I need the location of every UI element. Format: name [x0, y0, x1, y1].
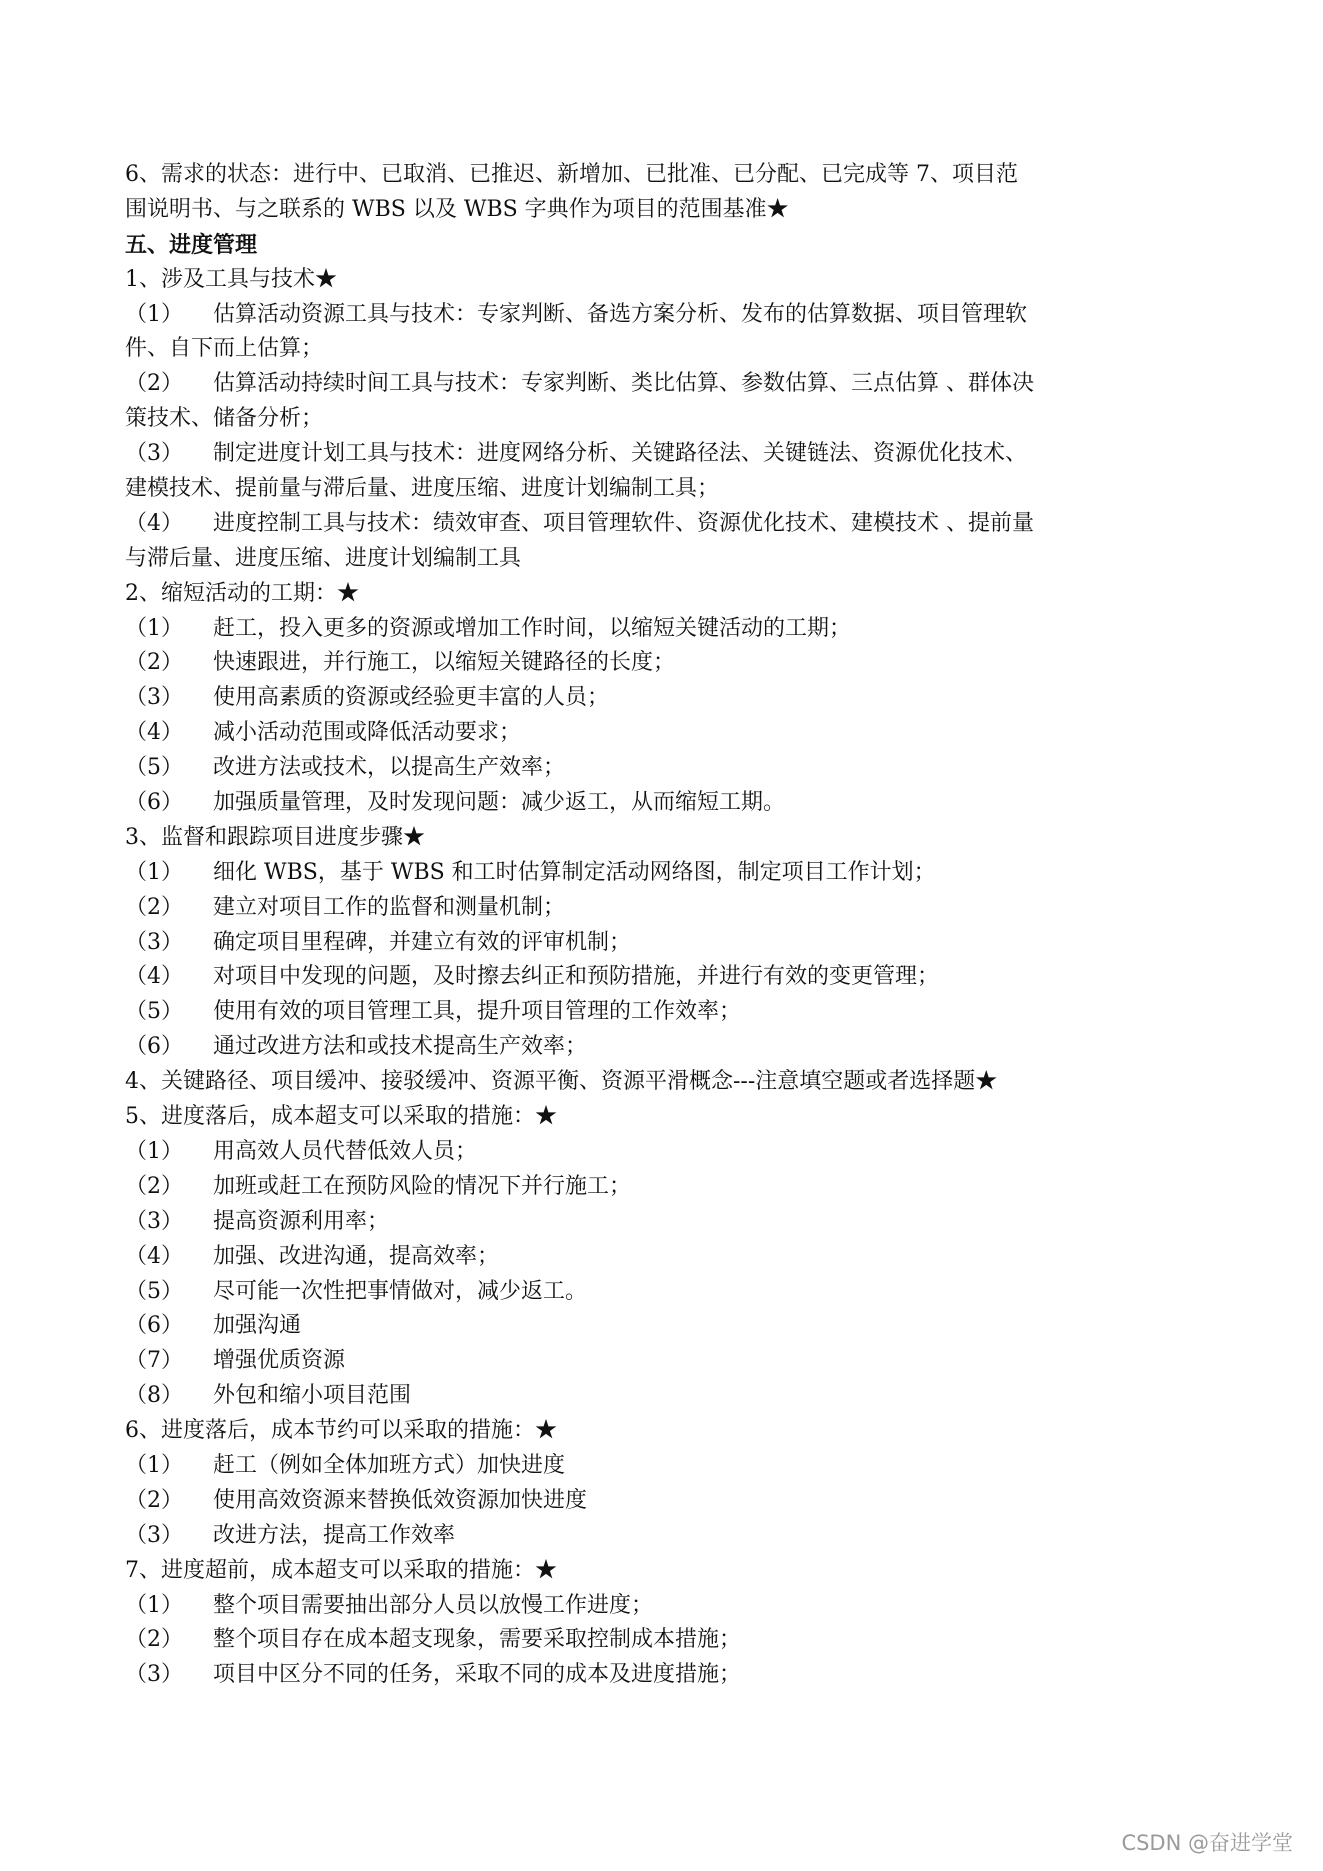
item-text: 整个项目需要抽出部分人员以放慢工作进度； [213, 1592, 654, 1618]
list-item [125, 1379, 1215, 1414]
watermark: CSDN @奋进学堂 [1121, 1831, 1293, 1855]
item-continuation: 策技术、储备分析； [125, 406, 324, 432]
item-text: 使用高素质的资源或经验更丰富的人员； [213, 685, 610, 711]
list-item [125, 612, 1215, 647]
item-text: 尽可能一次性把事情做对，减少返工。 [213, 1278, 588, 1304]
item-number: （2） [125, 650, 183, 676]
intro-line-2: 围说明书、与之联系的 WBS 以及 WBS 字典作为项目的范围基准★ [125, 196, 789, 222]
list-item [125, 1030, 1215, 1065]
group-heading: 5、进度落后，成本超支可以采取的措施：★ [125, 1104, 557, 1130]
item-number: （3） [125, 1522, 183, 1548]
item-number: （6） [125, 790, 183, 816]
item-number: （5） [125, 999, 183, 1025]
group-heading: 2、缩短活动的工期：★ [125, 580, 359, 606]
item-text: 整个项目存在成本超支现象，需要采取控制成本措施； [213, 1627, 742, 1653]
list-item [125, 1240, 1215, 1275]
item-text: 增强优质资源 [213, 1348, 346, 1374]
section-body [125, 263, 1215, 1694]
item-number: （3） [125, 1208, 183, 1234]
item-continuation: 件、自下而上估算； [125, 336, 324, 362]
list-item [125, 1135, 1215, 1170]
item-text: 赶工，投入更多的资源或增加工作时间，以缩短关键活动的工期； [213, 615, 852, 641]
item-text: 加班或赶工在预防风险的情况下并行施工； [213, 1173, 632, 1199]
item-number: （1） [125, 1452, 183, 1478]
item-number: （4） [125, 1243, 183, 1269]
item-text: 估算活动持续时间工具与技术：专家判断、类比估算、参数估算、三点估算 、群体决 [213, 371, 1034, 397]
item-text: 用高效人员代替低效人员； [213, 1138, 478, 1164]
item-number: （3） [125, 441, 183, 467]
item-text: 估算活动资源工具与技术：专家判断、备选方案分析、发布的估算数据、项目管理软 [213, 301, 1028, 327]
section-title: 五、进度管理 [125, 231, 258, 258]
item-text: 使用有效的项目管理工具，提升项目管理的工作效率； [213, 999, 742, 1025]
item-text: 确定项目里程碑，并建立有效的评审机制； [213, 929, 632, 955]
list-item [125, 1623, 1215, 1658]
item-number: （1） [125, 1592, 183, 1618]
group-heading: 3、监督和跟踪项目进度步骤★ [125, 824, 425, 850]
item-number: （2） [125, 371, 183, 397]
list-item [125, 1170, 1215, 1205]
item-number: （1） [125, 1138, 183, 1164]
item-number: （3） [125, 929, 183, 955]
item-text: 对项目中发现的问题，及时擦去纠正和预防措施，并进行有效的变更管理； [213, 964, 940, 990]
list-item [125, 1449, 1215, 1484]
item-number: （2） [125, 1173, 183, 1199]
item-text: 快速跟进，并行施工，以缩短关键路径的长度； [213, 650, 676, 676]
item-number: （2） [125, 1627, 183, 1653]
list-item [125, 716, 1215, 751]
item-text: 制定进度计划工具与技术：进度网络分析、关键路径法、关键链法、资源优化技术、 [213, 441, 1028, 467]
group-heading: 7、进度超前，成本超支可以采取的措施：★ [125, 1557, 557, 1583]
item-number: （3） [125, 1662, 183, 1688]
item-text: 改进方法，提高工作效率 [213, 1522, 456, 1548]
item-text: 外包和缩小项目范围 [213, 1383, 412, 1409]
group-heading: 4、关键路径、项目缓冲、接驳缓冲、资源平衡、资源平滑概念---注意填空题或者选择题★ [125, 1069, 998, 1095]
list-item [125, 1519, 1215, 1554]
item-text: 加强、改进沟通，提高效率； [213, 1243, 500, 1269]
item-text: 建立对项目工作的监督和测量机制； [213, 894, 566, 920]
item-text: 使用高效资源来替换低效资源加快进度 [213, 1487, 588, 1513]
group-heading: 6、进度落后，成本节约可以采取的措施：★ [125, 1418, 557, 1444]
item-text: 提高资源利用率； [213, 1208, 390, 1234]
item-text: 细化 WBS，基于 WBS 和工时估算制定活动网络图，制定项目工作计划； [213, 859, 936, 885]
list-item [125, 856, 1215, 891]
list-item [125, 1344, 1215, 1379]
item-number: （5） [125, 755, 183, 781]
item-number: （7） [125, 1348, 183, 1374]
item-number: （2） [125, 1487, 183, 1513]
item-continuation: 建模技术、提前量与滞后量、进度压缩、进度计划编制工具； [125, 476, 720, 502]
item-number: （1） [125, 301, 183, 327]
item-text: 改进方法或技术，以提高生产效率； [213, 755, 566, 781]
item-text: 赶工（例如全体加班方式）加快进度 [213, 1452, 566, 1478]
list-item [125, 1658, 1215, 1693]
list-item [125, 1484, 1215, 1519]
item-number: （4） [125, 964, 183, 990]
item-text: 通过改进方法和或技术提高生产效率； [213, 1034, 588, 1060]
list-item [125, 751, 1215, 786]
item-number: （4） [125, 720, 183, 746]
list-item [125, 646, 1215, 681]
item-text: 进度控制工具与技术：绩效审查、项目管理软件、资源优化技术、建模技术 、提前量 [213, 510, 1034, 536]
list-item [125, 507, 1215, 542]
item-number: （2） [125, 894, 183, 920]
item-number: （5） [125, 1278, 183, 1304]
item-text: 项目中区分不同的任务，采取不同的成本及进度措施； [213, 1662, 742, 1688]
item-number: （3） [125, 685, 183, 711]
list-item [125, 1589, 1215, 1624]
list-item [125, 367, 1215, 402]
document-page [125, 158, 1215, 1693]
list-item [125, 786, 1215, 821]
list-item [125, 298, 1215, 333]
list-item [125, 681, 1215, 716]
item-continuation: 与滞后量、进度压缩、进度计划编制工具 [125, 545, 522, 571]
item-text: 加强质量管理，及时发现问题：减少返工，从而缩短工期。 [213, 790, 786, 816]
item-number: （4） [125, 510, 183, 536]
list-item [125, 437, 1215, 472]
list-item [125, 1275, 1215, 1310]
item-number: （6） [125, 1313, 183, 1339]
intro-line-1: 6、需求的状态：进行中、已取消、已推迟、新增加、已批准、已分配、已完成等 7、项目范 [125, 162, 1018, 187]
list-item [125, 926, 1215, 961]
item-number: （1） [125, 615, 183, 641]
group-heading: 1、涉及工具与技术★ [125, 266, 337, 292]
item-number: （6） [125, 1034, 183, 1060]
list-item [125, 1205, 1215, 1240]
item-text: 加强沟通 [213, 1313, 302, 1339]
list-item [125, 1309, 1215, 1344]
item-number: （1） [125, 859, 183, 885]
list-item [125, 891, 1215, 926]
list-item [125, 960, 1215, 995]
item-number: （8） [125, 1383, 183, 1409]
item-text: 减小活动范围或降低活动要求； [213, 720, 522, 746]
list-item [125, 995, 1215, 1030]
